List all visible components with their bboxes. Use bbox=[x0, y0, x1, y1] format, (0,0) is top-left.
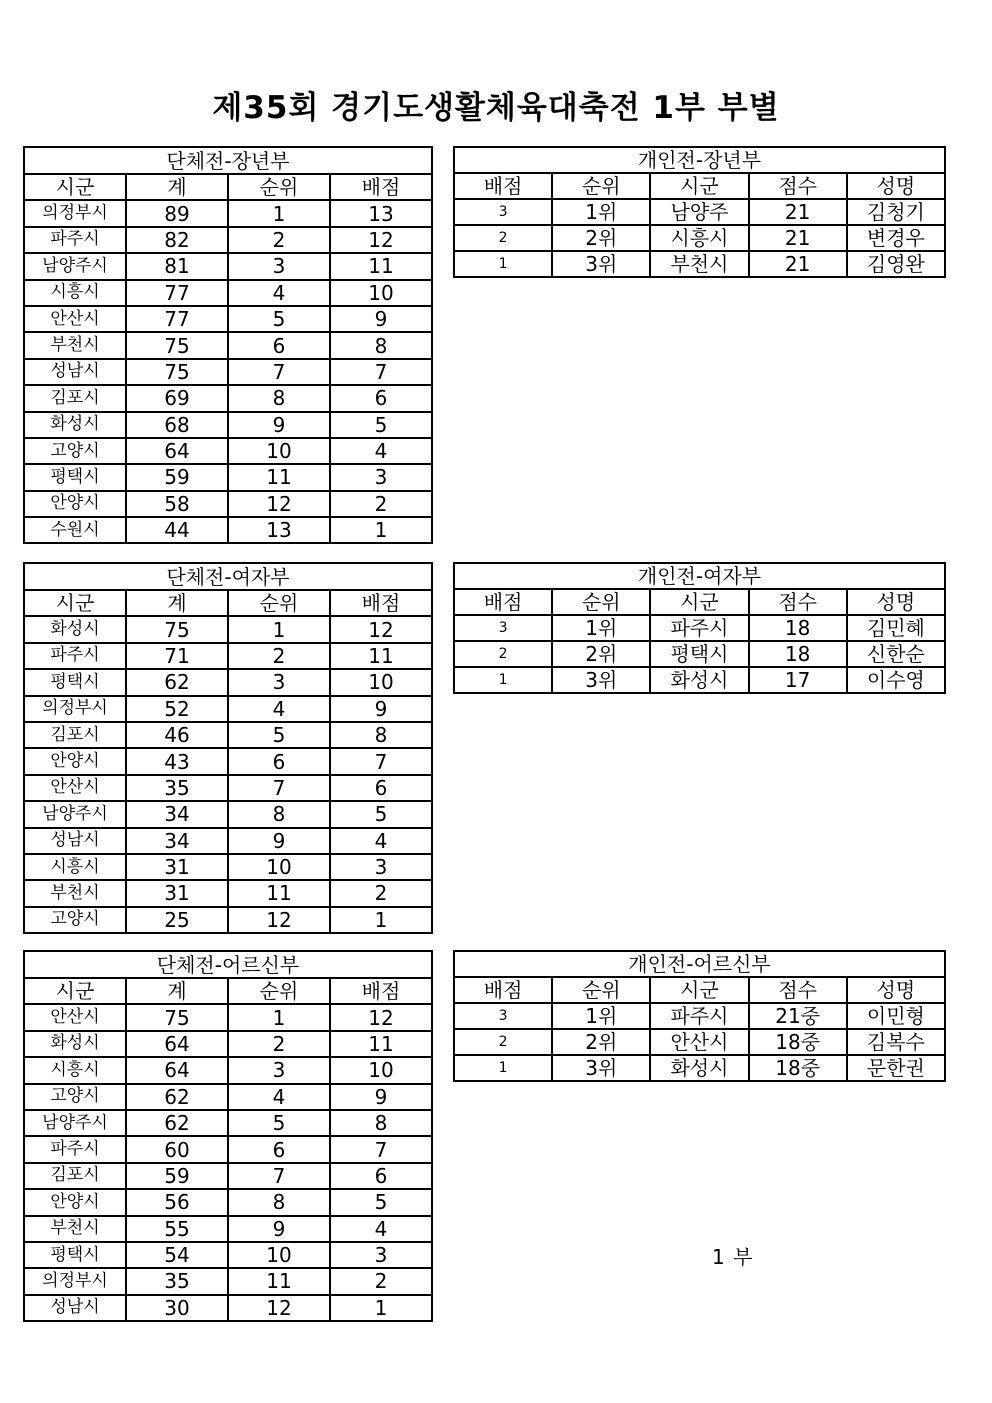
table-cell: 9 bbox=[228, 1216, 330, 1242]
column-header: 시군 bbox=[24, 590, 126, 616]
table-cell: 1 bbox=[330, 1295, 432, 1321]
table-row bbox=[24, 801, 432, 827]
table-cell: 2 bbox=[228, 1031, 330, 1057]
table-cell: 5 bbox=[228, 722, 330, 748]
column-header: 배점 bbox=[330, 174, 432, 200]
table-cell: 3위 bbox=[552, 1055, 650, 1081]
table-cell: 남양주시 bbox=[24, 253, 126, 279]
table-cell: 부천시 bbox=[24, 880, 126, 906]
table-row bbox=[24, 359, 432, 385]
table-row bbox=[24, 643, 432, 669]
table-cell: 1위 bbox=[552, 199, 650, 225]
table-row bbox=[24, 1242, 432, 1268]
table-cell: 10 bbox=[228, 1242, 330, 1268]
table-row bbox=[24, 1057, 432, 1083]
table-cell: 6 bbox=[228, 332, 330, 358]
table-row bbox=[24, 491, 432, 517]
table-cell: 64 bbox=[126, 1057, 228, 1083]
table-cell: 54 bbox=[126, 1242, 228, 1268]
table-cell: 이수영 bbox=[847, 667, 945, 693]
table-cell: 김복수 bbox=[847, 1029, 945, 1055]
table-cell: 7 bbox=[330, 748, 432, 774]
table-cell: 18 bbox=[749, 641, 847, 667]
table-caption: 개인전-어르신부 bbox=[454, 951, 945, 977]
table-row bbox=[24, 412, 432, 438]
table-row bbox=[24, 854, 432, 880]
column-header: 배점 bbox=[454, 977, 552, 1003]
table-cell: 7 bbox=[330, 1136, 432, 1162]
table-cell: 4 bbox=[228, 696, 330, 722]
table-cell: 25 bbox=[126, 907, 228, 933]
table-cell: 화성시 bbox=[650, 667, 748, 693]
table-row bbox=[24, 385, 432, 411]
table-cell: 2 bbox=[330, 1268, 432, 1294]
table-cell: 3 bbox=[454, 615, 552, 641]
column-header: 시군 bbox=[24, 978, 126, 1004]
table-row bbox=[24, 1189, 432, 1215]
table-cell: 7 bbox=[228, 359, 330, 385]
table-cell: 13 bbox=[228, 517, 330, 543]
table-cell: 8 bbox=[330, 332, 432, 358]
table-cell: 시흥시 bbox=[24, 1057, 126, 1083]
table-caption: 개인전-여자부 bbox=[454, 563, 945, 589]
table-cell: 4 bbox=[330, 438, 432, 464]
table-cell: 고양시 bbox=[24, 1084, 126, 1110]
table-cell: 1 bbox=[228, 200, 330, 226]
team-elder-table bbox=[23, 950, 433, 1322]
table-cell: 82 bbox=[126, 227, 228, 253]
table-row bbox=[24, 696, 432, 722]
table-row bbox=[24, 1216, 432, 1242]
table-cell: 3 bbox=[330, 1242, 432, 1268]
column-header: 배점 bbox=[454, 589, 552, 615]
table-cell: 17 bbox=[749, 667, 847, 693]
table-row bbox=[24, 227, 432, 253]
table-cell: 11 bbox=[330, 253, 432, 279]
table-cell: 7 bbox=[330, 359, 432, 385]
table-caption-row bbox=[24, 951, 432, 978]
indiv-elder-table bbox=[453, 950, 946, 1082]
table-cell: 62 bbox=[126, 669, 228, 695]
table-cell: 9 bbox=[330, 1084, 432, 1110]
table-cell: 10 bbox=[228, 854, 330, 880]
table-cell: 6 bbox=[228, 748, 330, 774]
table-row bbox=[24, 253, 432, 279]
table-cell: 파주시 bbox=[24, 1136, 126, 1162]
table-cell: 남양주시 bbox=[24, 1110, 126, 1136]
table-cell: 89 bbox=[126, 200, 228, 226]
table-cell: 7 bbox=[228, 775, 330, 801]
table-caption: 단체전-장년부 bbox=[24, 147, 432, 174]
column-header: 성명 bbox=[847, 173, 945, 199]
table-cell: 5 bbox=[330, 1189, 432, 1215]
column-header: 순위 bbox=[552, 977, 650, 1003]
table-cell: 35 bbox=[126, 1268, 228, 1294]
table-cell: 5 bbox=[228, 306, 330, 332]
table-cell: 김포시 bbox=[24, 722, 126, 748]
table-row bbox=[24, 200, 432, 226]
table-cell: 5 bbox=[330, 412, 432, 438]
table-cell: 10 bbox=[330, 280, 432, 306]
table-cell: 화성시 bbox=[24, 1031, 126, 1057]
table-cell: 1위 bbox=[552, 1003, 650, 1029]
table-cell: 81 bbox=[126, 253, 228, 279]
table-cell: 2위 bbox=[552, 641, 650, 667]
table-cell: 변경우 bbox=[847, 225, 945, 251]
column-header: 시군 bbox=[650, 977, 748, 1003]
table-row bbox=[24, 880, 432, 906]
table-cell: 69 bbox=[126, 385, 228, 411]
table-row bbox=[454, 251, 945, 277]
table-cell: 2 bbox=[330, 880, 432, 906]
table-row bbox=[24, 907, 432, 933]
column-header: 점수 bbox=[749, 173, 847, 199]
indiv-women-table bbox=[453, 562, 946, 694]
table-cell: 4 bbox=[330, 828, 432, 854]
table-cell: 34 bbox=[126, 801, 228, 827]
table-caption-row bbox=[24, 147, 432, 174]
table-cell: 11 bbox=[330, 1031, 432, 1057]
table-cell: 고양시 bbox=[24, 438, 126, 464]
table-header-row bbox=[454, 589, 945, 615]
table-cell: 9 bbox=[330, 306, 432, 332]
table-cell: 3위 bbox=[552, 251, 650, 277]
table-cell: 46 bbox=[126, 722, 228, 748]
table-header-row bbox=[24, 174, 432, 200]
table-cell: 11 bbox=[228, 1268, 330, 1294]
table-cell: 59 bbox=[126, 464, 228, 490]
table-cell: 10 bbox=[330, 1057, 432, 1083]
table-cell: 1 bbox=[330, 907, 432, 933]
team-senior-table bbox=[23, 146, 433, 544]
table-cell: 75 bbox=[126, 1004, 228, 1030]
column-header: 순위 bbox=[552, 589, 650, 615]
table-cell: 3 bbox=[454, 199, 552, 225]
table-cell: 3 bbox=[454, 1003, 552, 1029]
table-row bbox=[24, 332, 432, 358]
table-cell: 남양주시 bbox=[24, 801, 126, 827]
table-cell: 75 bbox=[126, 616, 228, 642]
table-cell: 고양시 bbox=[24, 907, 126, 933]
table-cell: 30 bbox=[126, 1295, 228, 1321]
table-cell: 1 bbox=[330, 517, 432, 543]
table-caption-row bbox=[454, 563, 945, 589]
table-cell: 75 bbox=[126, 359, 228, 385]
table-caption: 단체전-여자부 bbox=[24, 563, 432, 590]
table-cell: 수원시 bbox=[24, 517, 126, 543]
table-header-row bbox=[24, 590, 432, 616]
table-cell: 의정부시 bbox=[24, 200, 126, 226]
column-header: 계 bbox=[126, 978, 228, 1004]
table-header-row bbox=[454, 173, 945, 199]
table-row bbox=[24, 1295, 432, 1321]
table-header-row bbox=[454, 977, 945, 1003]
table-cell: 62 bbox=[126, 1084, 228, 1110]
table-cell: 부천시 bbox=[24, 332, 126, 358]
table-cell: 김청기 bbox=[847, 199, 945, 225]
table-cell: 남양주 bbox=[650, 199, 748, 225]
column-header: 배점 bbox=[454, 173, 552, 199]
table-cell: 10 bbox=[330, 669, 432, 695]
table-cell: 2위 bbox=[552, 225, 650, 251]
table-cell: 11 bbox=[228, 464, 330, 490]
table-row bbox=[454, 1055, 945, 1081]
table-cell: 화성시 bbox=[650, 1055, 748, 1081]
team-women-table bbox=[23, 562, 433, 934]
table-cell: 2 bbox=[454, 641, 552, 667]
table-row bbox=[454, 615, 945, 641]
table-cell: 부천시 bbox=[650, 251, 748, 277]
table-cell: 9 bbox=[228, 412, 330, 438]
table-cell: 파주시 bbox=[24, 227, 126, 253]
page-title: 제35회 경기도생활체육대축전 1부 부별 bbox=[212, 90, 780, 126]
column-header: 점수 bbox=[749, 589, 847, 615]
table-row bbox=[24, 1110, 432, 1136]
table-cell: 파주시 bbox=[650, 1003, 748, 1029]
table-cell: 6 bbox=[330, 775, 432, 801]
table-caption: 개인전-장년부 bbox=[454, 147, 945, 173]
table-cell: 12 bbox=[330, 1004, 432, 1030]
table-cell: 2 bbox=[228, 643, 330, 669]
table-cell: 62 bbox=[126, 1110, 228, 1136]
table-cell: 21 bbox=[749, 251, 847, 277]
table-row bbox=[24, 669, 432, 695]
table-cell: 12 bbox=[330, 616, 432, 642]
indiv-senior-table bbox=[453, 146, 946, 278]
table-cell: 18 bbox=[749, 615, 847, 641]
table-row bbox=[24, 1268, 432, 1294]
table-cell: 21 bbox=[749, 225, 847, 251]
table-row bbox=[24, 1031, 432, 1057]
table-cell: 71 bbox=[126, 643, 228, 669]
table-cell: 6 bbox=[330, 1163, 432, 1189]
table-cell: 평택시 bbox=[24, 464, 126, 490]
column-header: 순위 bbox=[228, 590, 330, 616]
table-cell: 성남시 bbox=[24, 359, 126, 385]
table-cell: 시흥시 bbox=[24, 854, 126, 880]
table-cell: 1 bbox=[228, 616, 330, 642]
table-cell: 김민혜 bbox=[847, 615, 945, 641]
table-cell: 2 bbox=[228, 227, 330, 253]
table-cell: 6 bbox=[228, 1136, 330, 1162]
table-cell: 평택시 bbox=[24, 669, 126, 695]
table-cell: 44 bbox=[126, 517, 228, 543]
table-cell: 안산시 bbox=[24, 775, 126, 801]
table-cell: 60 bbox=[126, 1136, 228, 1162]
table-row bbox=[24, 1136, 432, 1162]
table-cell: 안산시 bbox=[24, 1004, 126, 1030]
table-cell: 1 bbox=[454, 251, 552, 277]
table-cell: 성남시 bbox=[24, 828, 126, 854]
table-cell: 김영완 bbox=[847, 251, 945, 277]
table-cell: 5 bbox=[228, 1110, 330, 1136]
table-cell: 성남시 bbox=[24, 1295, 126, 1321]
table-cell: 부천시 bbox=[24, 1216, 126, 1242]
table-cell: 파주시 bbox=[650, 615, 748, 641]
table-cell: 3위 bbox=[552, 667, 650, 693]
table-row bbox=[24, 828, 432, 854]
column-header: 시군 bbox=[650, 173, 748, 199]
table-cell: 11 bbox=[330, 643, 432, 669]
column-header: 계 bbox=[126, 174, 228, 200]
table-header-row bbox=[24, 978, 432, 1004]
table-cell: 12 bbox=[228, 491, 330, 517]
table-cell: 9 bbox=[228, 828, 330, 854]
table-cell: 이민형 bbox=[847, 1003, 945, 1029]
table-cell: 8 bbox=[228, 801, 330, 827]
table-cell: 6 bbox=[330, 385, 432, 411]
table-row bbox=[24, 306, 432, 332]
table-cell: 1 bbox=[454, 667, 552, 693]
table-cell: 3 bbox=[228, 1057, 330, 1083]
table-cell: 31 bbox=[126, 880, 228, 906]
table-row bbox=[24, 1004, 432, 1030]
table-cell: 21중 bbox=[749, 1003, 847, 1029]
table-cell: 34 bbox=[126, 828, 228, 854]
table-cell: 3 bbox=[228, 669, 330, 695]
table-cell: 4 bbox=[228, 1084, 330, 1110]
table-cell: 안산시 bbox=[24, 306, 126, 332]
table-cell: 64 bbox=[126, 1031, 228, 1057]
table-caption-row bbox=[24, 563, 432, 590]
table-row bbox=[454, 1029, 945, 1055]
table-cell: 안양시 bbox=[24, 1189, 126, 1215]
column-header: 계 bbox=[126, 590, 228, 616]
table-cell: 18중 bbox=[749, 1029, 847, 1055]
table-cell: 11 bbox=[228, 880, 330, 906]
table-cell: 56 bbox=[126, 1189, 228, 1215]
table-caption-row bbox=[454, 147, 945, 173]
column-header: 시군 bbox=[650, 589, 748, 615]
table-row bbox=[454, 667, 945, 693]
table-cell: 31 bbox=[126, 854, 228, 880]
table-row bbox=[24, 517, 432, 543]
table-cell: 1위 bbox=[552, 615, 650, 641]
table-cell: 8 bbox=[228, 385, 330, 411]
column-header: 배점 bbox=[330, 978, 432, 1004]
table-cell: 3 bbox=[330, 854, 432, 880]
table-cell: 75 bbox=[126, 332, 228, 358]
table-cell: 4 bbox=[330, 1216, 432, 1242]
table-cell: 2 bbox=[330, 491, 432, 517]
column-header: 성명 bbox=[847, 589, 945, 615]
table-cell: 김포시 bbox=[24, 1163, 126, 1189]
table-cell: 8 bbox=[228, 1189, 330, 1215]
table-cell: 평택시 bbox=[650, 641, 748, 667]
table-row bbox=[24, 464, 432, 490]
table-cell: 18중 bbox=[749, 1055, 847, 1081]
table-cell: 신한순 bbox=[847, 641, 945, 667]
table-cell: 7 bbox=[228, 1163, 330, 1189]
column-header: 순위 bbox=[552, 173, 650, 199]
table-cell: 4 bbox=[228, 280, 330, 306]
table-cell: 58 bbox=[126, 491, 228, 517]
table-row bbox=[454, 1003, 945, 1029]
table-row bbox=[24, 1084, 432, 1110]
table-row bbox=[24, 722, 432, 748]
column-header: 순위 bbox=[228, 174, 330, 200]
table-cell: 문한권 bbox=[847, 1055, 945, 1081]
table-cell: 12 bbox=[330, 227, 432, 253]
column-header: 배점 bbox=[330, 590, 432, 616]
table-cell: 평택시 bbox=[24, 1242, 126, 1268]
table-row bbox=[24, 438, 432, 464]
table-cell: 3 bbox=[228, 253, 330, 279]
table-row bbox=[454, 199, 945, 225]
table-cell: 화성시 bbox=[24, 412, 126, 438]
table-cell: 8 bbox=[330, 1110, 432, 1136]
table-row bbox=[24, 775, 432, 801]
column-header: 시군 bbox=[24, 174, 126, 200]
table-cell: 64 bbox=[126, 438, 228, 464]
table-cell: 43 bbox=[126, 748, 228, 774]
table-cell: 21 bbox=[749, 199, 847, 225]
table-row bbox=[454, 641, 945, 667]
column-header: 점수 bbox=[749, 977, 847, 1003]
table-cell: 52 bbox=[126, 696, 228, 722]
table-cell: 10 bbox=[228, 438, 330, 464]
table-row bbox=[24, 1163, 432, 1189]
table-cell: 9 bbox=[330, 696, 432, 722]
table-row bbox=[24, 748, 432, 774]
table-row bbox=[24, 616, 432, 642]
table-cell: 77 bbox=[126, 306, 228, 332]
table-cell: 8 bbox=[330, 722, 432, 748]
table-cell: 2위 bbox=[552, 1029, 650, 1055]
table-cell: 안양시 bbox=[24, 491, 126, 517]
table-cell: 68 bbox=[126, 412, 228, 438]
table-cell: 3 bbox=[330, 464, 432, 490]
table-cell: 1 bbox=[228, 1004, 330, 1030]
table-cell: 13 bbox=[330, 200, 432, 226]
table-cell: 안양시 bbox=[24, 748, 126, 774]
table-cell: 안산시 bbox=[650, 1029, 748, 1055]
table-cell: 파주시 bbox=[24, 643, 126, 669]
table-cell: 화성시 bbox=[24, 616, 126, 642]
table-caption: 단체전-어르신부 bbox=[24, 951, 432, 978]
table-row bbox=[24, 280, 432, 306]
table-cell: 의정부시 bbox=[24, 696, 126, 722]
page-footer: 1 부 bbox=[712, 1245, 754, 1269]
table-row bbox=[454, 225, 945, 251]
table-cell: 의정부시 bbox=[24, 1268, 126, 1294]
table-cell: 1 bbox=[454, 1055, 552, 1081]
table-cell: 55 bbox=[126, 1216, 228, 1242]
table-cell: 12 bbox=[228, 1295, 330, 1321]
table-cell: 35 bbox=[126, 775, 228, 801]
table-cell: 59 bbox=[126, 1163, 228, 1189]
table-cell: 2 bbox=[454, 225, 552, 251]
table-cell: 김포시 bbox=[24, 385, 126, 411]
table-cell: 12 bbox=[228, 907, 330, 933]
table-cell: 시흥시 bbox=[650, 225, 748, 251]
column-header: 성명 bbox=[847, 977, 945, 1003]
table-cell: 시흥시 bbox=[24, 280, 126, 306]
table-cell: 5 bbox=[330, 801, 432, 827]
table-cell: 2 bbox=[454, 1029, 552, 1055]
table-cell: 77 bbox=[126, 280, 228, 306]
column-header: 순위 bbox=[228, 978, 330, 1004]
table-caption-row bbox=[454, 951, 945, 977]
